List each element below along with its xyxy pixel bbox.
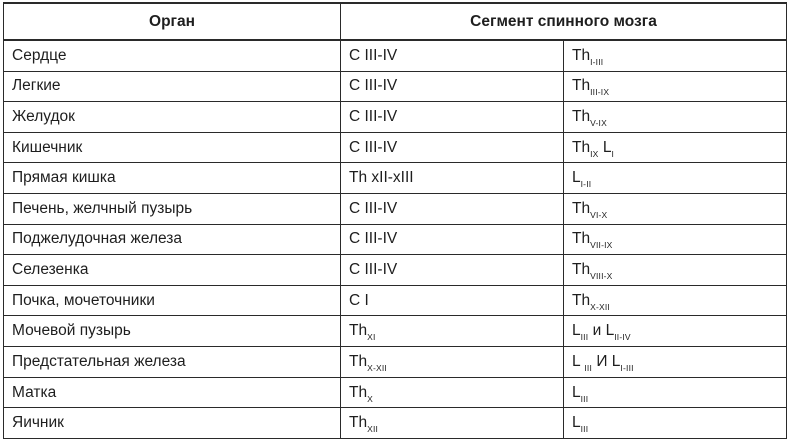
table-row xyxy=(4,316,787,347)
segment-subscript: IX xyxy=(590,148,599,159)
segment-cell-secondary xyxy=(564,163,787,194)
segment-cell-secondary xyxy=(564,377,787,408)
table-row xyxy=(4,40,787,71)
segment-text: Th xyxy=(572,46,591,64)
table-row xyxy=(4,163,787,194)
segment-text: И L xyxy=(592,352,621,370)
segment-text: C III-IV xyxy=(349,261,398,279)
segment-text: Th xyxy=(349,414,368,432)
segment-cell-primary xyxy=(341,40,564,71)
table-row xyxy=(4,194,787,225)
segment-text: Th xyxy=(572,230,591,248)
organ-cell: Яичник xyxy=(4,408,341,439)
segment-subscript: XII xyxy=(367,424,379,435)
table-row xyxy=(4,377,787,408)
segment-cell-secondary xyxy=(564,71,787,102)
segment-subscript: X xyxy=(367,393,373,404)
segment-subscript: XI xyxy=(367,332,376,343)
table-row xyxy=(4,71,787,102)
segment-text: Th xyxy=(572,77,591,95)
segment-subscript: III xyxy=(580,393,589,404)
segment-subscript: I-III xyxy=(620,362,634,373)
segment-text: C III-IV xyxy=(349,230,398,248)
segment-subscript: X-XII xyxy=(367,362,387,373)
segment-cell-primary xyxy=(341,255,564,286)
segment-subscript: VIII-X xyxy=(590,271,613,282)
segment-cell-primary xyxy=(341,347,564,378)
segment-text: Th xyxy=(349,383,368,401)
segment-cell-secondary xyxy=(564,194,787,225)
segment-subscript: III xyxy=(580,332,589,343)
segment-text: L xyxy=(572,352,585,370)
segment-text: Th xyxy=(349,352,368,370)
segment-text: Th xyxy=(572,108,591,126)
segment-cell-secondary xyxy=(564,224,787,255)
organ-cell: Желудок xyxy=(4,102,341,133)
segment-cell-secondary xyxy=(564,316,787,347)
organ-cell: Селезенка xyxy=(4,255,341,286)
organ-cell: Мочевой пузырь xyxy=(4,316,341,347)
segment-cell-primary xyxy=(341,194,564,225)
segment-cell-primary xyxy=(341,408,564,439)
organ-cell: Сердце xyxy=(4,40,341,71)
table-row xyxy=(4,224,787,255)
table-row xyxy=(4,408,787,439)
segment-cell-primary xyxy=(341,132,564,163)
table-row xyxy=(4,347,787,378)
segment-subscript: I-III xyxy=(590,56,604,67)
segment-text: и L xyxy=(588,322,615,340)
organ-cell: Поджелудочная железа xyxy=(4,224,341,255)
table-body xyxy=(4,40,787,439)
segment-cell-secondary xyxy=(564,102,787,133)
organ-cell: Кишечник xyxy=(4,132,341,163)
segment-subscript: V-IX xyxy=(590,118,607,129)
segment-subscript: I-II xyxy=(580,179,592,190)
segment-text: L xyxy=(572,414,581,432)
organ-cell: Прямая кишка xyxy=(4,163,341,194)
organ-cell: Предстательная железа xyxy=(4,347,341,378)
segment-cell-secondary xyxy=(564,347,787,378)
segment-cell-secondary xyxy=(564,40,787,71)
segment-text: C III-IV xyxy=(349,77,398,95)
segment-subscript: VI-X xyxy=(590,209,608,220)
segment-subscript: III xyxy=(584,362,593,373)
segment-cell-primary xyxy=(341,163,564,194)
segment-subscript: I xyxy=(611,148,615,159)
segment-subscript: III xyxy=(580,424,589,435)
segment-text: Th xyxy=(572,199,591,217)
segment-subscript: X-XII xyxy=(590,301,610,312)
table-row xyxy=(4,132,787,163)
segment-cell-primary xyxy=(341,316,564,347)
organ-cell: Легкие xyxy=(4,71,341,102)
segment-text: L xyxy=(572,322,581,340)
segment-text: Th xyxy=(349,322,368,340)
segment-cell-secondary xyxy=(564,132,787,163)
table-row xyxy=(4,285,787,316)
organ-cell: Матка xyxy=(4,377,341,408)
segment-subscript: III-IX xyxy=(590,87,610,98)
table-header-row xyxy=(4,3,787,40)
segment-cell-primary xyxy=(341,102,564,133)
organ-segment-table xyxy=(3,2,787,439)
segment-text: C III-IV xyxy=(349,199,398,217)
segment-text: Th xyxy=(572,261,591,279)
segment-cell-primary xyxy=(341,224,564,255)
segment-cell-secondary xyxy=(564,408,787,439)
segment-text: Th xyxy=(572,291,591,309)
organ-cell: Почка, мочеточники xyxy=(4,285,341,316)
segment-text: Th xyxy=(572,138,591,156)
organ-cell: Печень, желчный пузырь xyxy=(4,194,341,225)
segment-text: C I xyxy=(349,291,369,309)
segment-text: L xyxy=(598,138,612,156)
segment-cell-secondary xyxy=(564,285,787,316)
segment-cell-primary xyxy=(341,71,564,102)
header-segment: Сегмент спинного мозга xyxy=(341,3,787,40)
segment-text: L xyxy=(572,383,581,401)
table-row xyxy=(4,102,787,133)
header-organ: Орган xyxy=(4,3,341,40)
segment-subscript: VII-IX xyxy=(590,240,613,251)
segment-text: C III-IV xyxy=(349,138,398,156)
segment-cell-secondary xyxy=(564,255,787,286)
segment-text: C III-IV xyxy=(349,46,398,64)
segment-cell-primary xyxy=(341,285,564,316)
segment-cell-primary xyxy=(341,377,564,408)
table-row xyxy=(4,255,787,286)
segment-text: L xyxy=(572,169,581,187)
segment-text: C III-IV xyxy=(349,108,398,126)
segment-subscript: II-IV xyxy=(614,332,631,343)
segment-text: Th xII-xIII xyxy=(349,169,414,187)
